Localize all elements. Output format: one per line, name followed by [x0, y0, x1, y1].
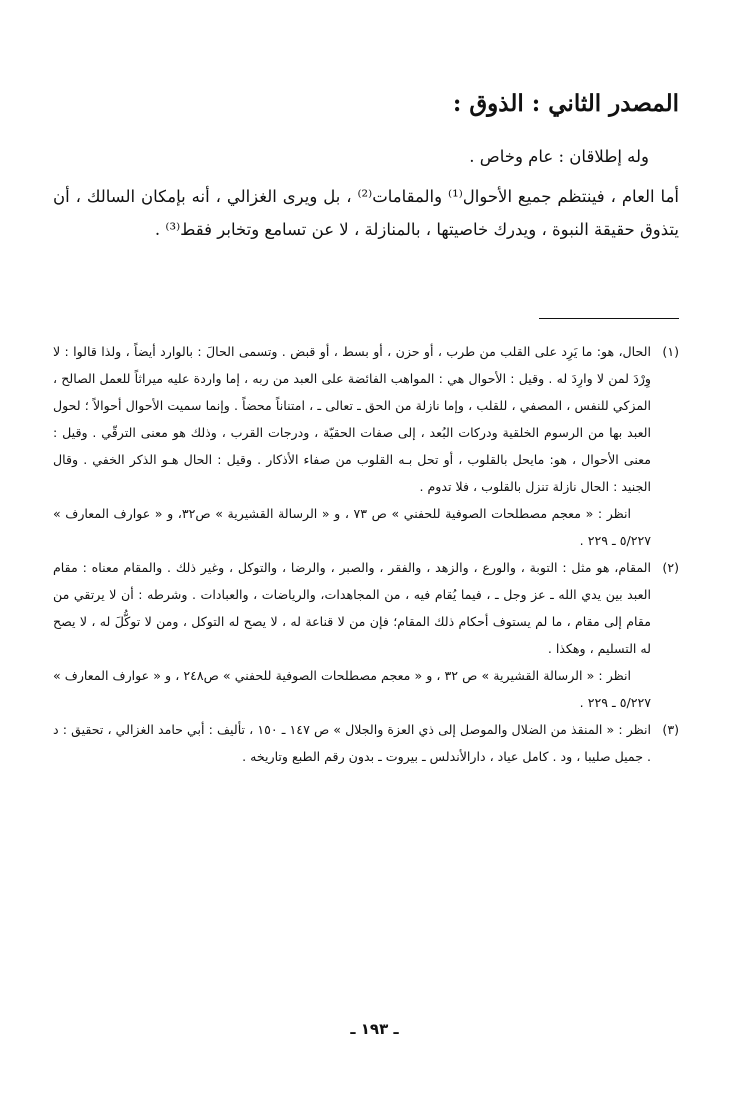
footnotes [53, 338, 679, 770]
footnote-1 [53, 338, 679, 554]
footnote-3 [53, 716, 679, 770]
footnote-number: (٢) [662, 560, 679, 575]
page-number: ـ ١٩٣ ـ [350, 1020, 399, 1038]
footnote-number: (٣) [662, 722, 679, 737]
footnote-divider [539, 318, 679, 319]
footnote-2 [53, 554, 679, 716]
intro-paragraph: وله إطلاقان : عام وخاص . [469, 147, 649, 166]
footnote-text: الحال، هو: ما يَرِد على القلب من طرب ، أو حزن ، أو بسط ، أو قبض . وتسمى الحالَ : بالوارد أيضاً ، ولذا قالوا : لا وِرْدَ لمن لا وارِدَ له . وقيل : الأحوال هي : المواهب الفائضة على العبد من ربه ، إما واردة عليه ميراثاً للعمل الصالح ، المزكي للنفس ، المصفي ، للقلب ، وإما نازلة من الحق ـ تعالى ـ ، امتناناً محضاً . وإنما سميت الأحوال أحوالاً ؛ لحول العبد بها من الرسوم الخلقية ودركات البُعد ، إلى صفات الحقيّة ، ودرجات القرب ، وذلك هو معنى الترقّي . وقيل : معنى الأحوال ، هو: مايحل بالقلوب ، أو تحل بـه القلوب من صفاء الأذكار . وقيل : الحال هـو الذكر الخفي . وقال الجنيد : الحال نازلة تنزل بالقلوب ، فلا تدوم . [53, 344, 651, 494]
main-paragraph: أما العام ، فينتظم جميع الأحوال⁽¹⁾ والمقامات⁽²⁾ ، بل ويرى الغزالي ، أنه بإمكان السالك ، أن يتذوق حقيقة النبوة ، ويدرك خاصيتها ، بالمنازلة ، لا عن تسامع وتخابر فقط⁽³⁾ . [53, 187, 679, 239]
footnote-text: المقام، هو مثل : التوبة ، والورع ، والزهد ، والفقر ، والصبر ، والرضا ، والتوكل ، وغير ذلك . والمقام معناه : مقام العبد بين يدي الله ـ عز وجل ـ ، فيما يُقام فيه ، من المجاهدات، والرياضات ، والعبادات . وشرطه : أن لا يرتقي من مقام إلى مقام ، ما لم يستوف أحكام ذلك المقام؛ فإن من لا قناعة له ، لا يصح له التوكل ، ومن لا توكُّلَ له ، لا يصح له التسليم ، وهكذا . [53, 560, 651, 656]
footnote-text: انظر : « المنقذ من الضلال والموصل إلى ذي العزة والجلال » ص ١٤٧ ـ ١٥٠ ، تأليف : أبي حامد الغزالي ، تحقيق : د . جميل صليبا ، ود . كامل عياد ، دارالأندلس ـ بيروت ـ بدون رقم الطبع وتاريخه . [53, 722, 651, 764]
footnote-reference: انظر : « معجم مصطلحات الصوفية للحفني » ص ٧٣ ، و « الرسالة القشيرية » ص٣٢، و « عوارف المعارف » ٥/٢٢٧ ـ ٢٢٩ . [53, 506, 651, 548]
section-heading: المصدر الثاني : الذوق : [452, 90, 679, 117]
footnote-reference: انظر : « الرسالة القشيرية » ص ٣٢ ، و « معجم مصطلحات الصوفية للحفني » ص٢٤٨ ، و « عوارف المعارف » ٥/٢٢٧ ـ ٢٢٩ . [53, 668, 651, 710]
footnote-number: (١) [662, 344, 679, 359]
